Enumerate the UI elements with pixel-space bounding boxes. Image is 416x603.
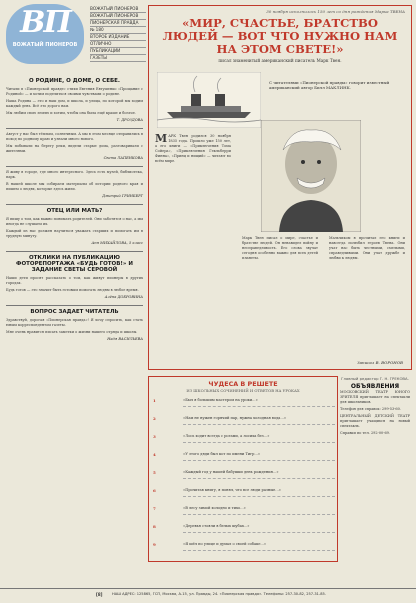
article-signature: Дмитрий ГРИНБЕРГ [102,194,143,198]
divider [6,128,143,129]
feature-paragraph: Марк Твен писал о мире, счастье и братстве людей. Он ненавидел войну и несправедливость. Его слова звучат сегодня особенно важно для всех детей планеты. [242,236,318,260]
article-signature: Надя ВАСИЛЬЕВА [107,337,143,341]
article-signature: Света ЛАПЕНКОВА [103,156,143,160]
puzzle-item [153,396,333,413]
puzzle-number: 4 [153,452,156,457]
article-paragraph: Мне очень нравится писать заметки о жизни нашего отряда и школы. [6,330,138,334]
letter-article [6,132,143,160]
puzzle-subtitle: ИЗ ШКОЛЬНЫХ СОЧИНЕНИЙ И ОТВЕТОВ НА УРОКАХ [186,388,300,393]
divider [6,251,143,252]
puzzle-text: «Нам не нужен горячий пар, нужна холодная вода...» [183,416,287,420]
feature-subtitle: писал знаменитый американский писатель Марк Твен. [218,58,342,63]
announcement-text: Справки по тел. 292-00-69. [340,431,391,435]
feature-paragraph: Мальчиком я прочитал его книги и навсегда полюбил героев Твена. Они учат нас быть честными, смелыми, справедливыми. Они учат дружбе и любви к людям. [329,236,405,260]
answer-line [183,478,335,479]
puzzle-text: «Прочитав книгу, я понял, что все люди разные...» [183,488,281,492]
puzzle-number: 8 [153,524,156,529]
issue-line: ВОЖАТЫЙ ПИОНЕРОВ [90,6,146,13]
answer-line [183,532,335,533]
article-paragraph: Читали в «Пионерской правде» стихи Евгения Евтушенко «Прощание с Родиной» — и хотим поделиться своими чувствами о родине. [6,87,143,96]
feature-column [329,236,405,263]
puzzle-item [153,432,333,449]
article-paragraph: Мы побывали на берегу реки, видели старые дома, разговаривали с жителями. [6,144,143,153]
announcements-column [340,376,410,560]
answer-line [183,460,335,461]
feature-intro: С читателями «Пионерской правды» говорит известный американский автор Билл МАКЛИНК. [269,80,390,90]
issue-line: ПУБЛИКАЦИИ [90,48,146,55]
puzzle-number: 5 [153,470,156,475]
feature-body [155,134,405,366]
puzzle-number: 3 [153,434,156,439]
puzzle-item [153,414,333,431]
puzzle-text: «В лесу зимой холодно и тихо...» [183,506,246,510]
feature-paragraph-text: АРК Твен родился 30 ноября 1835 года. Прошло уже 150 лет, а его книги — «Приключения Тома Сойера», «Приключения Гекльберри Финна», «Принц и нищий» — читают во всём мире. [155,134,231,163]
puzzle-text: «Я шёл по улице и думал о своей собаке...» [183,542,267,546]
article-paragraph: Будь готов — это значит быть готовым помогать людям в любое время. [6,288,139,292]
article-title: ВОПРОС ЗАДАЕТ ЧИТАТЕЛЬ [30,309,119,315]
logo-tagline: ВОЖАТЫЙ ПИОНЕРОВ [12,42,78,48]
puzzle-number: 7 [153,506,156,511]
puzzle-text: «У этого дяди был кот по имени Тигр...» [183,452,261,456]
article-paragraph: Наша Родина — это и наш дом, и школа, и улица, по которой мы ходим каждый день. Всё это дорого нам. [6,99,143,108]
answer-line [183,496,335,497]
issue-line: ВТОРОЕ ИЗДАНИЕ [90,34,146,41]
puzzle-item [153,468,333,485]
paddle-steamer-illustration [157,72,261,128]
announcements-title: ОБЪЯВЛЕНИЯ [350,383,400,390]
masthead [6,4,146,72]
article-signature: Алёна ДОБРОВИНА [104,295,143,299]
issue-info [90,6,146,62]
puzzle-number: 6 [153,488,156,493]
announcement-text: МОСКОВСКИЙ ТЕАТР ЮНОГО ЗРИТЕЛЯ приглашает на спектакли для школьников. [340,390,410,404]
announcement-text: ЦЕНТРАЛЬНЫЙ ДЕТСКИЙ ТЕАТР приглашает учащихся на новый спектакль. [340,414,410,428]
issue-line: ПИОНЕРСКАЯ ПРАВДА [90,20,146,27]
article-paragraph: Мы любим свою землю и хотим, чтобы она была ещё краше и богаче. [6,111,136,115]
issue-line: ВОЖАТЫЙ ПИОНЕРОВ [90,13,146,20]
article-paragraph: Я пишу о том, как важно понимать родителей. Они заботятся о нас, а мы иногда не слушаем их. [6,217,143,226]
feature-kicker: 30 ноября исполнилось 150 лет со дня рождения Марка ТВЕНА [266,9,405,14]
article-paragraph: Август у нас был тёплым, солнечным. А мы в этом месяце отправились в поход по родному краю и узнали много нового. [6,132,143,141]
newspaper-logo [6,4,84,64]
letter-article [6,208,143,245]
puzzle-item [153,522,333,539]
article-title: ОТЕЦ ИЛИ МАТЬ? [46,208,103,214]
letter-article [6,78,143,122]
page-number: [8] [96,592,103,597]
puzzle-box [148,376,338,562]
puzzle-text: «Каждый год у нашей бабушки день рождения...» [183,470,279,474]
article-paragraph: Здравствуй, дорогая «Пионерская правда»! Я хочу спросить, как стать юным корреспондентом газеты. [6,318,143,327]
article-title: ОТКЛИКИ НА ПУБЛИКАЦИЮ ФОТОРЕПОРТАЖА «БУДЬ ГОТОВ!» И ЗАДАНИЕ СВЕТЫ СЕРОВОЙ [16,255,133,273]
puzzle-text: «Был я большим мастером на уроки...» [183,398,258,402]
article-paragraph: В нашей школе мы собираем материалы об истории родного края и пишем о людях, которые здесь жили. [6,182,143,191]
page-footer [0,588,416,603]
logo-monogram: ВП [20,5,70,40]
puzzle-number: 9 [153,542,156,547]
feature-article [148,5,412,370]
feature-column [155,134,231,166]
editorial-address: НАШ АДРЕС: 125865, ГСП, Москва, А-15, ул. Правды, 24. «Пионерская правда». Телефоны: 257-30-82, 257-31-85. [112,592,326,596]
puzzle-item [153,450,333,467]
article-paragraph: Я живу в городе, где много интересного. Здесь есть музей, библиотека, парк. [6,170,143,179]
answer-line [183,550,335,551]
letter-article [6,309,143,341]
feature-headline: «МИР, СЧАСТЬЕ, БРАТСТВО ЛЮДЕЙ — ВОТ ЧТО НУЖНО НАМ НА ЭТОМ СВЕТЕ!» [162,16,398,56]
answer-line [183,514,335,515]
puzzle-item [153,486,333,503]
issue-line: ГАЗЕТЫ [90,55,146,62]
divider [6,166,143,167]
letter-article [6,255,143,299]
puzzle-text: «Лось ходит всегда с рогами, а лосиха без...» [183,434,270,438]
left-column [6,76,143,596]
divider [6,305,143,306]
puzzle-item [153,504,333,521]
article-signature: Аня МИХАЙЛОВА, 5 класс [91,241,143,245]
feature-column [242,236,318,263]
puzzle-number: 1 [153,398,156,403]
feature-paragraph [155,134,231,164]
puzzle-title: ЧУДЕСА В РЕШЕТЕ [208,380,278,388]
divider [6,204,143,205]
puzzle-item [153,540,333,557]
announcement-text: Телефон для справок: 299-53-60. [340,407,401,411]
article-signature: Т. ДРОЗДОВА [116,118,143,122]
article-paragraph: Наши дети просят рассказать о том, как живут пионеры в других городах. [6,276,143,285]
answer-line [183,406,335,407]
editor-credit: Главный редактор Г. Н. ГРЕКОВА. [341,376,409,381]
issue-line: № 180 [90,27,146,34]
drop-cap: М [155,132,168,145]
issue-line: ОТЛИЧНО [90,41,146,48]
feature-signature: Записал В. ВОРОНОВ [357,360,403,365]
answer-line [183,442,335,443]
puzzle-text: «Деревья стояли в белых шубах...» [183,524,250,528]
article-paragraph: Каждый из нас должен научиться уважать старших и помогать им в трудную минуту. [6,229,143,238]
article-title: О РОДИНЕ, О ДОМЕ, О СЕБЕ. [29,78,120,84]
puzzle-number: 2 [153,416,156,421]
letter-article [6,170,143,198]
answer-line [183,424,335,425]
